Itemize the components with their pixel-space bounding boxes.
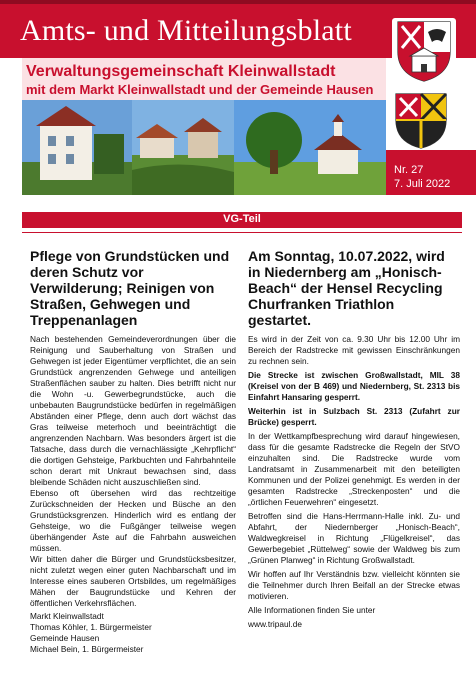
- masthead-title: Amts- und Mitteilungsblatt: [20, 14, 352, 47]
- issue-number: Nr. 27: [394, 164, 424, 176]
- kleinwallstadt-crest-icon: [392, 18, 456, 84]
- town-photos: [22, 100, 386, 195]
- signature-mayor-2: Michael Bein, 1. Bürgermeister: [30, 644, 144, 654]
- right-paragraph-3: Weiterhin ist in Sulzbach St. 2313 (Zufahrt zur Brücke) gesperrt.: [248, 406, 460, 427]
- left-article: [30, 248, 236, 655]
- section-label: VG-Teil: [223, 213, 261, 225]
- right-paragraph-7: Alle Informationen finden Sie unter: [248, 605, 376, 615]
- issue-date: 7. Juli 2022: [394, 178, 451, 190]
- right-body: [248, 334, 460, 630]
- hausen-crest-icon: [392, 90, 450, 150]
- section-bar: [22, 212, 462, 228]
- org-subtitle: mit dem Markt Kleinwallstadt und der Gemeinde Hausen: [26, 82, 374, 97]
- top-border: [0, 0, 476, 4]
- signature-municipality-2: Gemeinde Hausen: [30, 633, 100, 643]
- left-paragraph-3: Wir bitten daher die Bürger und Grundstücksbesitzer, nicht zuletzt wegen einer guten Nachbarschaft und im Interesse eines sauberen Ortsbildes, um regelmäßiges Mähen der Baugrundstücke und Kehren der öffentlichen Verkehrsflächen.: [30, 554, 236, 608]
- org-title: Verwaltungsgemeinschaft Kleinwallstadt: [26, 63, 336, 80]
- signature-block: [30, 611, 236, 655]
- signature-mayor-1: Thomas Köhler, 1. Bürgermeister: [30, 622, 152, 632]
- right-paragraph-5: Betroffen sind die Hans-Herrmann-Halle inkl. Zu- und Abfahrt, der Niedernberger „Honisch-Beach“, Waldwegkreisel in Richtung „Flügelkreisel“, das Gewerbegebiet „Rüttelweg“ sowie der Waldweg bis zum „Grünen Planweg“ in Richtung Großwallstadt.: [248, 511, 460, 565]
- website-link[interactable]: www.tripaul.de: [248, 619, 302, 629]
- section-divider: [22, 232, 462, 233]
- right-paragraph-6: Wir hoffen auf Ihr Verständnis bzw. vielleicht könnten sie die Teilnehmer durch Ihren Beifall an der Strecke etwas motivieren.: [248, 569, 460, 601]
- right-headline: Am Sonntag, 10.07.2022, wird in Niedernberg am „Honisch-Beach“ der Hensel Recycling Churfranken Triathlon gestartet.: [248, 248, 445, 328]
- signature-municipality-1: Markt Kleinwallstadt: [30, 611, 104, 621]
- right-paragraph-1: Es wird in der Zeit von ca. 9.30 Uhr bis 12.00 Uhr im Bereich der Radstrecke mit gewissen Einschränkungen zu rechnen sein.: [248, 334, 460, 366]
- right-paragraph-2: Die Strecke ist zwischen Großwallstadt, MIL 38 (Kreisel von der B 469) und Niedernberg, St. 2313 bis Einfahrt Hansaring gesperrt.: [248, 370, 460, 402]
- left-headline: Pflege von Grundstücken und deren Schutz vor Verwilderung; Reinigen von Straßen, Gehwegen und Treppenanlagen: [30, 248, 230, 328]
- left-paragraph-2: Ebenso oft übersehen wird das rechtzeitige Zurückschneiden der Hecken und Büsche an den Grundstücksgrenzen. Hinderlich wird es entlang der Gehsteige, wo die Fußgänger teilweise wegen überhängender Äste auf die Fahrbahn ausweichen müssen.: [30, 488, 236, 553]
- left-paragraph-1: Nach bestehenden Gemeindeverordnungen über die Reinigung und Sauberhaltung von Straßen und Gehwegen ist jeder Eigentümer verpflichtet, die an sein Grundstück angrenzenden Gehwege und anteiligen Straßenflächen sauber zu halten. Dies betrifft nicht nur die Wohn -u. Gewerbegrundstücke, auch die unbebauten Baugrundstücke bedürfen in regelmäßigen Abständen einer Pflege, denn auch dort wächst das Gras teilweise meterhoch und beeinträchtigt die angrenzenden Nachbarn. Was besonders ärgert ist die Tatsache, dass durch die vernachlässigte „Kehrpflicht“ die dortigen Gehsteige, Parkbuchten und Fahrbahnteile schon derart mit Unkraut bewachsen sind, dass bleibende Schäden nicht auszuschließen sind.: [30, 334, 236, 487]
- right-paragraph-4: In der Wettkampfbesprechung wird darauf hingewiesen, dass für die gesamte Radstrecke die Regeln der StVO einzuhalten sind. Die Radstrecke wurde vom Landratsamt in Zusammenarbeit mit den beteiligten Kommunen und der Polizei genehmigt. Es werden in der gesamten Radstrecke „Streckenposten“ und die „örtlichen Feuerwehren“ eingesetzt.: [248, 431, 460, 507]
- right-article: [248, 248, 460, 633]
